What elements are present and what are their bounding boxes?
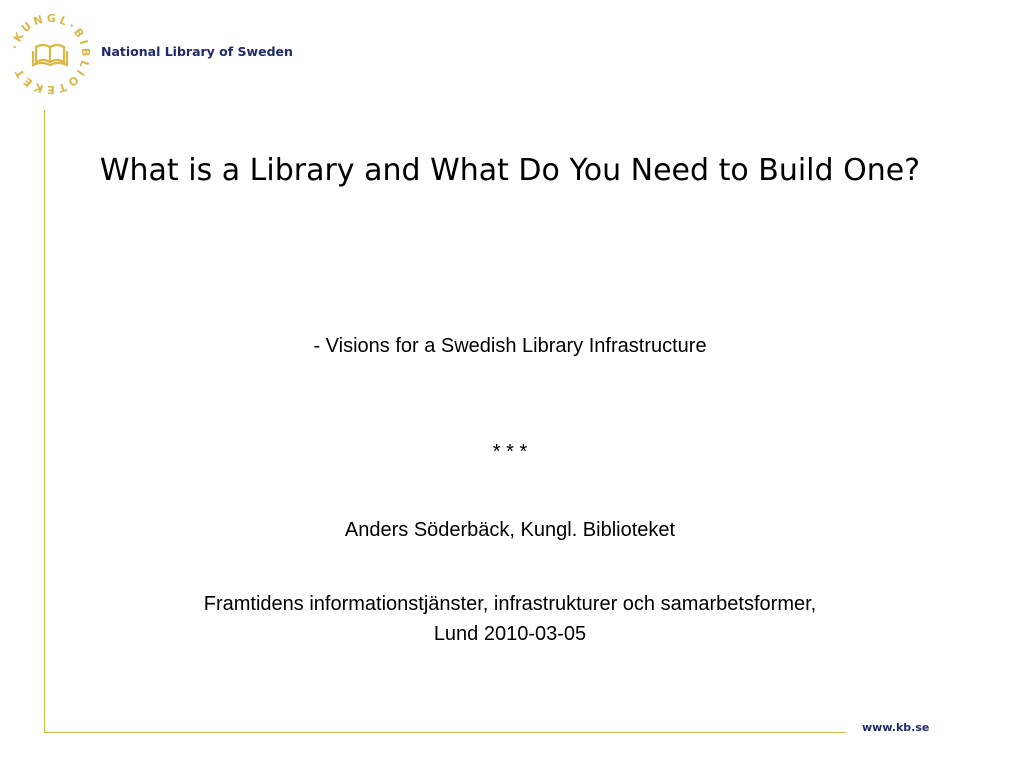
logo-name: National Library of Sweden xyxy=(101,44,293,59)
library-seal-logo xyxy=(6,10,94,98)
separator: * * * xyxy=(492,441,528,463)
footer-url: www.kb.se xyxy=(862,721,930,734)
book-icon xyxy=(33,45,67,65)
author-line: Anders Söderbäck, Kungl. Biblioteket xyxy=(344,519,676,541)
seal-text: ·KUNGL·BIBLIOTEKET xyxy=(8,11,93,97)
horizontal-rule xyxy=(44,732,846,733)
event-line: Framtidens informationstjänster, infrastrukturer och samarbetsformer, xyxy=(203,593,817,615)
slide-title: What is a Library and What Do You Need to Build One? xyxy=(99,153,921,188)
vertical-rule xyxy=(44,110,45,733)
date-line: Lund 2010-03-05 xyxy=(433,623,587,645)
slide-subtitle: - Visions for a Swedish Library Infrastructure xyxy=(313,335,707,357)
